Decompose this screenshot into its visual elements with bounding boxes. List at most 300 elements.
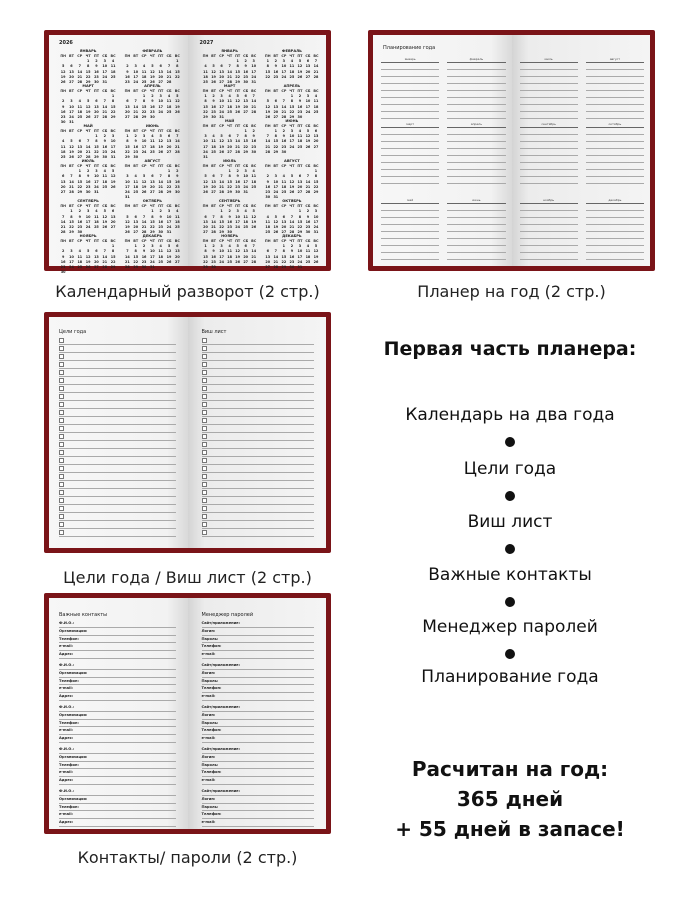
calendar-month-name: АПРЕЛЬ bbox=[144, 83, 161, 88]
checkbox-icon[interactable] bbox=[202, 394, 207, 399]
calendar-day: 15 bbox=[94, 144, 99, 149]
calendar-day: 1 bbox=[274, 129, 277, 134]
calendar-day: 9 bbox=[134, 139, 137, 144]
checklist-row bbox=[202, 361, 315, 369]
planner-line bbox=[586, 70, 644, 77]
planner-line bbox=[520, 142, 578, 149]
calendar-day: 9 bbox=[266, 179, 269, 184]
calendar-day: 22 bbox=[94, 149, 99, 154]
calendar-year-label: 2026 bbox=[59, 40, 73, 46]
calendar-day: 22 bbox=[281, 259, 287, 264]
weekday-label: ПН bbox=[124, 88, 131, 93]
calendar-day: 10 bbox=[85, 214, 91, 219]
checkbox-icon[interactable] bbox=[202, 418, 207, 423]
calendar-day: 7 bbox=[290, 214, 294, 219]
planner-line bbox=[381, 142, 439, 149]
calendar-day-grid bbox=[123, 164, 181, 199]
calendar-day: 3 bbox=[274, 174, 277, 179]
feature-item: Календарь на два года bbox=[405, 405, 615, 425]
calendar-day-grid bbox=[59, 129, 117, 159]
checkbox-icon[interactable] bbox=[202, 530, 207, 535]
checklist-row bbox=[202, 425, 315, 433]
calendar-day: 21 bbox=[77, 74, 83, 79]
weekday-label: ВТ bbox=[211, 54, 216, 58]
calendar-day: 12 bbox=[60, 69, 66, 74]
weekday-label: СБ bbox=[166, 129, 172, 134]
calendar-day: 19 bbox=[297, 69, 303, 74]
calendar-day: 17 bbox=[141, 144, 147, 149]
calendar-day: 1 bbox=[282, 244, 285, 249]
calendar-day: 30 bbox=[77, 230, 83, 235]
calendar-day: 23 bbox=[77, 224, 83, 229]
calendar-month-name: МАРТ bbox=[223, 83, 236, 88]
checkbox-icon[interactable] bbox=[59, 402, 64, 407]
calendar-day: 22 bbox=[110, 109, 116, 114]
calendar-day: 20 bbox=[243, 104, 249, 109]
planner-month-column bbox=[520, 57, 578, 119]
weekday-label: ЧТ bbox=[85, 204, 91, 209]
checkbox-icon[interactable] bbox=[59, 474, 64, 479]
calendar-day: 24 bbox=[297, 259, 303, 264]
checklist-row bbox=[59, 385, 176, 393]
planner-line bbox=[447, 211, 505, 218]
calendar-day: 19 bbox=[219, 144, 224, 149]
calendar-day: 25 bbox=[243, 224, 249, 229]
calendar-day: 19 bbox=[85, 259, 91, 264]
calendar-day: 10 bbox=[305, 99, 311, 104]
checkbox-icon[interactable] bbox=[59, 450, 64, 455]
calendar-day: 28 bbox=[60, 230, 66, 235]
calendar-day: 29 bbox=[85, 79, 91, 84]
calendar-day: 18 bbox=[297, 139, 303, 144]
calendar-day: 31 bbox=[219, 114, 224, 119]
checkbox-icon[interactable] bbox=[202, 450, 207, 455]
checkbox-icon[interactable] bbox=[59, 346, 64, 351]
calendar-day: 3 bbox=[298, 244, 302, 249]
calendar-month-name: АВГУСТ bbox=[144, 159, 161, 163]
record-field: Адрес: bbox=[59, 693, 176, 701]
weekday-label: ВТ bbox=[133, 204, 139, 209]
weekday-label: ЧТ bbox=[227, 204, 233, 209]
checkbox-icon[interactable] bbox=[202, 498, 207, 503]
checkbox-icon[interactable] bbox=[59, 490, 64, 495]
planner-block bbox=[381, 122, 506, 184]
calendar-day: 4 bbox=[314, 94, 318, 99]
calendar-day: 25 bbox=[281, 189, 287, 194]
weekday-label: ЧТ bbox=[149, 54, 155, 58]
calendar-day: 2 bbox=[236, 169, 239, 174]
planner-caption: Планер на год (2 стр.) bbox=[417, 282, 606, 301]
planner-line bbox=[447, 253, 505, 260]
calendar-day: 10 bbox=[313, 214, 319, 219]
weekday-label: ЧТ bbox=[289, 54, 295, 58]
weekday-label: ПТ bbox=[297, 239, 303, 244]
calendar-day: 9 bbox=[86, 174, 90, 179]
weekday-label: СР bbox=[141, 88, 147, 93]
calendar-day: 12 bbox=[235, 249, 241, 254]
calendar-day: 7 bbox=[282, 99, 285, 104]
calendar-day: 16 bbox=[227, 219, 232, 224]
calendar-day: 28 bbox=[69, 189, 74, 194]
calendar-day: 15 bbox=[141, 104, 147, 109]
weekday-label: СБ bbox=[305, 164, 311, 168]
calendar-day: 26 bbox=[110, 184, 116, 189]
record-field: Сайт/приложение: bbox=[202, 662, 315, 670]
calendar-day: 19 bbox=[203, 184, 208, 189]
weekday-label: ЧТ bbox=[149, 239, 155, 244]
calendar-day: 10 bbox=[281, 64, 287, 69]
calendar-day: 4 bbox=[282, 174, 285, 179]
calendar-day: 2 bbox=[306, 209, 310, 214]
checkbox-icon[interactable] bbox=[59, 418, 64, 423]
calendar-day: 27 bbox=[297, 189, 303, 194]
calendar-day: 1 bbox=[228, 169, 231, 174]
checkbox-icon[interactable] bbox=[59, 394, 64, 399]
calendar-day: 30 bbox=[297, 114, 303, 119]
planner-line bbox=[520, 112, 578, 119]
checkbox-icon[interactable] bbox=[202, 490, 207, 495]
checkbox-icon[interactable] bbox=[202, 442, 207, 447]
calendar-day: 23 bbox=[273, 74, 279, 79]
calendar-day: 20 bbox=[158, 74, 164, 79]
calendar-day: 26 bbox=[305, 144, 311, 149]
calendar-day: 5 bbox=[151, 64, 154, 69]
calendar-day: 18 bbox=[158, 254, 164, 259]
calendar-day-grid bbox=[202, 239, 258, 269]
calendar-day-grid bbox=[264, 239, 320, 269]
checkbox-icon[interactable] bbox=[59, 458, 64, 463]
calendar-day: 13 bbox=[133, 219, 139, 224]
weekday-label: СБ bbox=[102, 204, 108, 209]
weekday-label: ВТ bbox=[273, 164, 279, 168]
calendar-month-name: ФЕВРАЛЬ bbox=[281, 49, 302, 53]
checkbox-icon[interactable] bbox=[202, 386, 207, 391]
checkbox-icon[interactable] bbox=[59, 378, 64, 383]
weekday-label: ВТ bbox=[69, 239, 74, 244]
checkbox-icon[interactable] bbox=[202, 362, 207, 367]
calendar-day: 1 bbox=[95, 134, 98, 139]
wish-title: Виш лист bbox=[201, 329, 227, 335]
checkbox-icon[interactable] bbox=[202, 346, 207, 351]
checklist-row bbox=[59, 465, 176, 473]
calendar-day: 1 bbox=[266, 59, 269, 64]
calendar-day: 20 bbox=[227, 144, 232, 149]
calendar-day: 24 bbox=[110, 149, 116, 154]
planner-month-header: март bbox=[381, 122, 439, 128]
calendar-day: 21 bbox=[174, 144, 180, 149]
planner-line bbox=[381, 177, 439, 184]
checkbox-icon[interactable] bbox=[202, 378, 207, 383]
calendar-day: 5 bbox=[70, 139, 73, 144]
calendar-day: 5 bbox=[306, 129, 310, 134]
weekday-label: СР bbox=[219, 204, 225, 209]
checkbox-icon[interactable] bbox=[59, 530, 64, 535]
calendar-day: 12 bbox=[211, 69, 216, 74]
planner-line bbox=[520, 170, 578, 177]
calendar-day: 13 bbox=[110, 214, 116, 219]
calendar-day: 2 bbox=[151, 94, 154, 99]
calendar-day: 9 bbox=[61, 254, 65, 259]
weekday-label: ВТ bbox=[69, 88, 74, 93]
checkbox-icon[interactable] bbox=[202, 466, 207, 471]
planner-line bbox=[381, 112, 439, 119]
weekday-label: ПТ bbox=[297, 88, 303, 93]
planner-month-column bbox=[520, 122, 578, 184]
checklist-row bbox=[202, 465, 315, 473]
calendar-day: 18 bbox=[60, 149, 66, 154]
calendar-day: 11 bbox=[102, 174, 108, 179]
weekday-label: ПТ bbox=[297, 164, 303, 168]
calendar-day: 22 bbox=[219, 224, 224, 229]
planner-line bbox=[586, 128, 644, 135]
planner-line bbox=[447, 239, 505, 246]
planner-line bbox=[447, 84, 505, 91]
planner-line bbox=[381, 163, 439, 170]
checkbox-icon[interactable] bbox=[202, 354, 207, 359]
calendar-day: 29 bbox=[77, 189, 83, 194]
weekday-label: СБ bbox=[102, 239, 108, 244]
checkbox-icon[interactable] bbox=[59, 338, 64, 343]
calendar-day: 19 bbox=[85, 109, 91, 114]
calendar-day-grid bbox=[202, 54, 258, 84]
weekday-label: ЧТ bbox=[227, 239, 233, 244]
calendar-day: 13 bbox=[203, 219, 208, 224]
calendar-day: 18 bbox=[174, 219, 180, 224]
calendar-day: 27 bbox=[60, 189, 66, 194]
weekday-label: СР bbox=[281, 239, 287, 244]
planner-line bbox=[447, 112, 505, 119]
checkbox-icon[interactable] bbox=[202, 474, 207, 479]
checkbox-icon[interactable] bbox=[59, 506, 64, 511]
calendar-day: 21 bbox=[211, 224, 216, 229]
calendar-caption: Календарный разворот (2 стр.) bbox=[55, 282, 320, 301]
weekday-label: ПН bbox=[202, 164, 209, 168]
weekday-label: ПН bbox=[264, 239, 271, 244]
checkbox-icon[interactable] bbox=[202, 458, 207, 463]
checkbox-icon[interactable] bbox=[202, 410, 207, 415]
record-field: Адрес: bbox=[59, 819, 176, 827]
calendar-month-name: ИЮНЬ bbox=[145, 124, 159, 129]
calendar-day: 10 bbox=[125, 179, 130, 184]
planner-line bbox=[381, 70, 439, 77]
checkbox-icon[interactable] bbox=[59, 410, 64, 415]
calendar-day: 21 bbox=[273, 259, 279, 264]
calendar-day: 8 bbox=[266, 64, 269, 69]
planner-month-header: январь bbox=[381, 57, 439, 63]
calendar-month-name: НОЯБРЬ bbox=[221, 234, 239, 239]
weekday-label: ПН bbox=[124, 54, 131, 58]
calendar-day: 9 bbox=[212, 99, 215, 104]
calendar-day: 12 bbox=[289, 179, 295, 184]
calendar-day: 26 bbox=[166, 259, 172, 264]
calendar-day: 10 bbox=[133, 69, 139, 74]
planner-line bbox=[586, 84, 644, 91]
calendar-day: 15 bbox=[110, 254, 116, 259]
calendar-day: 4 bbox=[95, 209, 98, 214]
record-field: e-mail: bbox=[202, 777, 315, 785]
calendar-day: 30 bbox=[235, 189, 241, 194]
calendar-day: 11 bbox=[227, 99, 232, 104]
calendar-day: 24 bbox=[305, 109, 311, 114]
calendar-day: 11 bbox=[150, 139, 155, 144]
calendar-day: 3 bbox=[86, 209, 90, 214]
calendar-day: 15 bbox=[110, 104, 116, 109]
calendar-day: 8 bbox=[236, 64, 239, 69]
calendar-day: 21 bbox=[313, 69, 319, 74]
weekday-label: ЧТ bbox=[149, 164, 155, 168]
calendar-day: 17 bbox=[69, 259, 74, 264]
checkbox-icon[interactable] bbox=[202, 434, 207, 439]
calendar-day: 24 bbox=[141, 149, 147, 154]
record-field: Адрес: bbox=[59, 735, 176, 743]
planner-line bbox=[520, 98, 578, 105]
calendar-day: 14 bbox=[227, 69, 232, 74]
calendar-day: 1 bbox=[111, 244, 115, 249]
checkbox-icon[interactable] bbox=[202, 402, 207, 407]
calendar-day: 22 bbox=[77, 184, 83, 189]
checkbox-icon[interactable] bbox=[202, 514, 207, 519]
calendar-day: 29 bbox=[235, 79, 241, 84]
weekday-label: ПТ bbox=[235, 204, 241, 209]
calendar-day: 6 bbox=[167, 134, 171, 139]
calendar-day: 21 bbox=[141, 224, 147, 229]
checkbox-icon[interactable] bbox=[59, 362, 64, 367]
calendar-day: 23 bbox=[265, 189, 271, 194]
record-field: Организация: bbox=[59, 628, 176, 636]
record-field: Логин: bbox=[202, 712, 315, 720]
calendar-day: 24 bbox=[133, 79, 139, 84]
checkbox-icon[interactable] bbox=[59, 434, 64, 439]
checkbox-icon[interactable] bbox=[59, 354, 64, 359]
calendar-day: 14 bbox=[273, 254, 279, 259]
checklist-row bbox=[202, 353, 315, 361]
checkbox-icon[interactable] bbox=[202, 522, 207, 527]
checkbox-icon[interactable] bbox=[59, 386, 64, 391]
calendar-day: 13 bbox=[166, 139, 172, 144]
bullet-dot-icon bbox=[505, 437, 515, 447]
calendar-day-grid bbox=[123, 204, 181, 234]
planner-line bbox=[520, 105, 578, 112]
checkbox-icon[interactable] bbox=[202, 506, 207, 511]
checkbox-icon[interactable] bbox=[202, 482, 207, 487]
calendar-day: 16 bbox=[235, 179, 241, 184]
calendar-day: 21 bbox=[227, 74, 232, 79]
checklist-row bbox=[59, 409, 176, 417]
feature-item: Цели года bbox=[463, 459, 557, 479]
calendar-months-grid-2026 bbox=[59, 49, 182, 275]
calendar-day: 4 bbox=[266, 214, 269, 219]
calendar-day: 18 bbox=[281, 184, 287, 189]
record-field: Логин: bbox=[202, 796, 315, 804]
calendar-day: 29 bbox=[297, 230, 303, 235]
checkbox-icon[interactable] bbox=[59, 466, 64, 471]
record-group bbox=[59, 704, 176, 743]
checklist-row bbox=[202, 385, 315, 393]
calendar-day: 20 bbox=[203, 224, 208, 229]
calendar-day: 16 bbox=[297, 104, 303, 109]
calendar-day: 12 bbox=[305, 134, 311, 139]
weekday-label: ПТ bbox=[158, 204, 164, 209]
calendar-day: 24 bbox=[85, 224, 91, 229]
weekday-label: СБ bbox=[166, 239, 172, 244]
record-field: Пароль: bbox=[202, 804, 315, 812]
calendar-day: 16 bbox=[102, 144, 108, 149]
calendar-day: 25 bbox=[174, 224, 180, 229]
calendar-month bbox=[123, 124, 181, 159]
calendar-day: 14 bbox=[251, 249, 257, 254]
calendar-day: 26 bbox=[289, 189, 295, 194]
record-field: e-mail: bbox=[202, 735, 315, 743]
record-group bbox=[59, 662, 176, 701]
calendar-day: 13 bbox=[219, 69, 224, 74]
planner-line bbox=[447, 91, 505, 98]
calendar-day: 2 bbox=[266, 174, 269, 179]
passwords-page bbox=[188, 598, 327, 829]
checkbox-icon[interactable] bbox=[59, 482, 64, 487]
record-group bbox=[202, 620, 315, 659]
planner-line bbox=[381, 84, 439, 91]
weekday-label: СР bbox=[77, 204, 83, 209]
calendar-day: 19 bbox=[158, 144, 164, 149]
contacts-page bbox=[49, 598, 188, 829]
checkbox-icon[interactable] bbox=[59, 426, 64, 431]
calendar-day: 18 bbox=[243, 219, 249, 224]
planner-month-column bbox=[381, 57, 439, 119]
weekday-label: СР bbox=[219, 123, 225, 128]
checkbox-icon[interactable] bbox=[202, 370, 207, 375]
calendar-day: 15 bbox=[150, 219, 155, 224]
calendar-month bbox=[202, 84, 258, 119]
checkbox-icon[interactable] bbox=[59, 522, 64, 527]
calendar-day-grid bbox=[59, 54, 117, 84]
calendar-day: 8 bbox=[111, 99, 115, 104]
checkbox-icon[interactable] bbox=[59, 442, 64, 447]
weekday-label: СБ bbox=[305, 239, 311, 244]
calendar-day: 4 bbox=[61, 139, 65, 144]
planner-line bbox=[586, 98, 644, 105]
calendar-day: 1 bbox=[244, 129, 247, 134]
calendar-day: 17 bbox=[166, 219, 172, 224]
weekday-label: ПТ bbox=[235, 239, 241, 244]
calendar-day: 21 bbox=[281, 109, 287, 114]
calendar-day: 19 bbox=[211, 74, 216, 79]
calendar-day: 10 bbox=[69, 104, 74, 109]
calendar-day: 31 bbox=[251, 79, 257, 84]
calendar-day: 30 bbox=[211, 114, 216, 119]
checkbox-icon[interactable] bbox=[59, 498, 64, 503]
weekday-label: СР bbox=[77, 164, 83, 168]
calendar-day: 6 bbox=[282, 214, 285, 219]
calendar-day: 24 bbox=[289, 144, 295, 149]
checklist-row bbox=[59, 393, 176, 401]
weekday-label: СР bbox=[77, 239, 83, 244]
calendar-day: 2 bbox=[126, 64, 129, 69]
checklist-row bbox=[59, 353, 176, 361]
weekday-label: ВС bbox=[251, 123, 257, 128]
calendar-day: 16 bbox=[174, 179, 180, 184]
calendar-month bbox=[59, 159, 117, 199]
checkbox-icon[interactable] bbox=[59, 514, 64, 519]
checkbox-icon[interactable] bbox=[202, 426, 207, 431]
checkbox-icon[interactable] bbox=[59, 370, 64, 375]
calendar-day: 23 bbox=[305, 224, 311, 229]
checkbox-icon[interactable] bbox=[202, 338, 207, 343]
calendar-day: 4 bbox=[103, 169, 106, 174]
planner-line bbox=[447, 149, 505, 156]
calendar-day: 7 bbox=[228, 64, 231, 69]
checklist-row bbox=[59, 481, 176, 489]
planner-month-header: сентябрь bbox=[520, 122, 578, 128]
